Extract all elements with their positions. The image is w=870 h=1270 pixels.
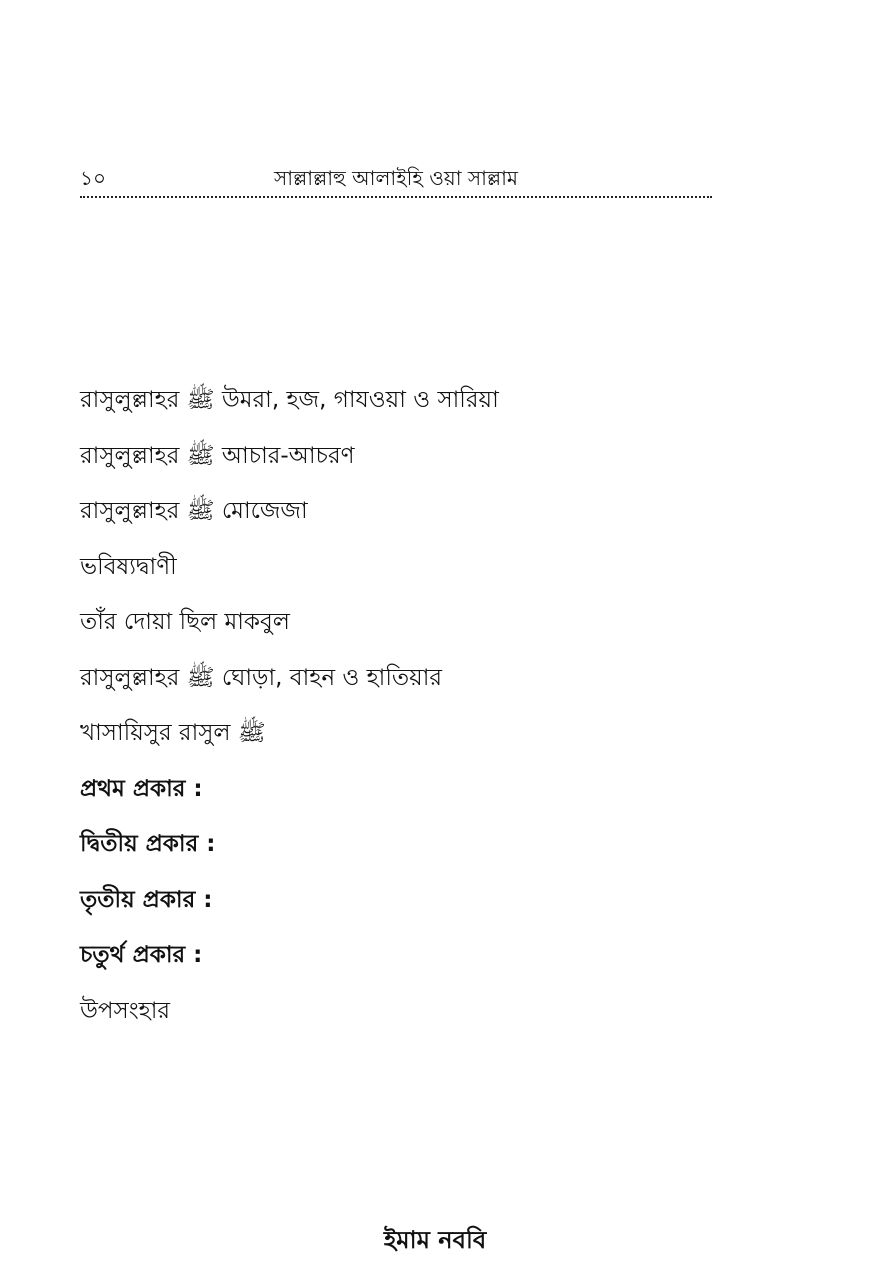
toc-item-khasais[interactable]: খাসায়িসুর রাসুল ﷺ bbox=[80, 720, 266, 746]
toc-item-accepted-prayer[interactable]: তাঁর দোয়া ছিল মাকবুল bbox=[80, 609, 290, 635]
header-divider bbox=[80, 196, 712, 198]
toc-item-second-type[interactable]: দ্বিতীয় প্রকার : bbox=[80, 831, 216, 857]
table-of-contents bbox=[80, 380, 780, 1046]
toc-item-prophecies[interactable]: ভবিষ্যদ্বাণী bbox=[80, 553, 177, 580]
toc-item-umra-hajj[interactable]: রাসুলুল্লাহর ﷺ উমরা, হজ, গাযওয়া ও সারিয়া bbox=[80, 387, 499, 413]
toc-item-third-type[interactable]: তৃতীয় প্রকার : bbox=[80, 886, 213, 913]
toc-item-first-type[interactable]: প্রথম প্রকার : bbox=[80, 775, 203, 802]
page-number: ১০ bbox=[80, 166, 106, 190]
toc-item-conduct[interactable]: রাসুলুল্লাহর ﷺ আচার-আচরণ bbox=[80, 442, 355, 469]
running-title: সাল্লাল্লাহু আলাইহি ওয়া সাল্লাম bbox=[273, 166, 518, 190]
toc-item-miracles[interactable]: রাসুলুল্লাহর ﷺ মোজেজা bbox=[80, 498, 308, 524]
toc-item-conclusion[interactable]: উপসংহার bbox=[80, 997, 171, 1024]
toc-item-horses-weapons[interactable]: রাসুলুল্লাহর ﷺ ঘোড়া, বাহন ও হাতিয়ার bbox=[80, 664, 443, 691]
toc-item-fourth-type[interactable]: চতুর্থ প্রকার : bbox=[80, 942, 203, 968]
page-header bbox=[80, 160, 712, 200]
footer-author: ইমাম নববি bbox=[383, 1226, 487, 1254]
